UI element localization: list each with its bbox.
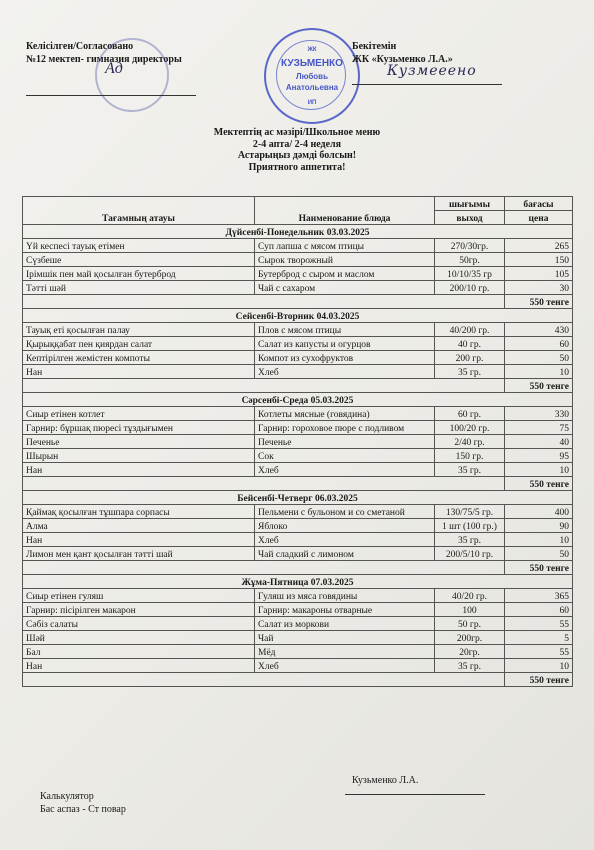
day-total: 550 тенге	[505, 673, 573, 687]
table-row	[23, 519, 573, 533]
dish-name-ru: Яблоко	[255, 519, 435, 533]
footer-left	[40, 790, 126, 816]
dish-amount: 270/30гр.	[435, 239, 505, 253]
greeting-kz: Астарыңыз дәмді болсын!	[237, 150, 357, 161]
dish-name-kz: Шырын	[23, 449, 255, 463]
dish-name-ru: Салат из капусты и огурцов	[255, 337, 435, 351]
table-row	[23, 631, 573, 645]
table-row	[23, 659, 573, 673]
dish-price: 50	[505, 547, 573, 561]
dish-name-kz: Тауық еті қосылған палау	[23, 323, 255, 337]
header-dish-ru: Наименование блюда	[255, 197, 435, 225]
dish-name-ru: Чай с сахаром	[255, 281, 435, 295]
footer-chef: Бас аспаз - Ст повар	[40, 804, 126, 815]
day-title: Бейсенбі-Четверг 06.03.2025	[23, 491, 573, 505]
dish-amount: 10/10/35 гр	[435, 267, 505, 281]
dish-price: 60	[505, 603, 573, 617]
dish-name-ru: Бутерброд с сыром и маслом	[255, 267, 435, 281]
dish-amount: 150 гр.	[435, 449, 505, 463]
dish-name-ru: Гарнир: гороховое пюре с подливом	[255, 421, 435, 435]
dish-price: 330	[505, 407, 573, 421]
dish-amount: 130/75/5 гр.	[435, 505, 505, 519]
dish-name-kz: Нан	[23, 365, 255, 379]
table-row	[23, 253, 573, 267]
dish-name-ru: Гарнир: макароны отварные	[255, 603, 435, 617]
header-output-kz: шығымы	[435, 197, 505, 211]
dish-amount: 100	[435, 603, 505, 617]
approval-title: Келісілген/Согласовано	[26, 41, 134, 52]
footer-signatory: Кузьменко Л.А.	[352, 775, 419, 786]
dish-amount: 40/200 гр.	[435, 323, 505, 337]
table-row	[23, 407, 573, 421]
dish-name-ru: Котлеты мясные (говядина)	[255, 407, 435, 421]
dish-price: 30	[505, 281, 573, 295]
dish-price: 10	[505, 533, 573, 547]
company-seal: ЖК КУЗЬМЕНКО Любовь Анатольевна ИП	[264, 28, 360, 124]
dish-name-ru: Сок	[255, 449, 435, 463]
dish-price: 365	[505, 589, 573, 603]
day-total-row	[23, 561, 573, 575]
day-header-row	[23, 225, 573, 239]
dish-price: 50	[505, 351, 573, 365]
total-spacer	[23, 379, 505, 393]
day-header-row	[23, 575, 573, 589]
dish-price: 10	[505, 659, 573, 673]
dish-price: 265	[505, 239, 573, 253]
dish-amount: 35 гр.	[435, 533, 505, 547]
table-row	[23, 435, 573, 449]
dish-name-kz: Бал	[23, 645, 255, 659]
dish-name-kz: Сәбіз салаты	[23, 617, 255, 631]
table-row	[23, 337, 573, 351]
dish-price: 55	[505, 617, 573, 631]
dish-name-kz: Нан	[23, 463, 255, 477]
dish-name-kz: Нан	[23, 659, 255, 673]
dish-price: 10	[505, 463, 573, 477]
dish-price: 90	[505, 519, 573, 533]
dish-name-ru: Пельмени с бульоном и со сметаной	[255, 505, 435, 519]
dish-amount: 200/5/10 гр.	[435, 547, 505, 561]
dish-amount: 200/10 гр.	[435, 281, 505, 295]
confirmation-title: Бекітемін	[352, 41, 397, 52]
table-row	[23, 239, 573, 253]
dish-name-ru: Чай	[255, 631, 435, 645]
dish-amount: 2/40 гр.	[435, 435, 505, 449]
dish-name-ru: Печенье	[255, 435, 435, 449]
menu-title-block	[0, 127, 594, 173]
table-row	[23, 589, 573, 603]
day-header-row	[23, 393, 573, 407]
table-header-row	[23, 197, 573, 211]
table-row	[23, 281, 573, 295]
dish-amount: 60 гр.	[435, 407, 505, 421]
dish-amount: 1 шт (100 гр.)	[435, 519, 505, 533]
table-row	[23, 505, 573, 519]
menu-week: 2-4 апта/ 2-4 неделя	[252, 138, 342, 150]
dish-price: 10	[505, 365, 573, 379]
director-signature: Ад	[105, 60, 123, 77]
dish-amount: 35 гр.	[435, 463, 505, 477]
dish-amount: 200гр.	[435, 631, 505, 645]
dish-name-ru: Сырок творожный	[255, 253, 435, 267]
dish-name-kz: Сүзбеше	[23, 253, 255, 267]
menu-table	[22, 196, 573, 687]
day-title: Сәрсенбі-Среда 05.03.2025	[23, 393, 573, 407]
dish-name-ru: Мёд	[255, 645, 435, 659]
dish-name-kz: Гарнир: пісірілген макарон	[23, 603, 255, 617]
dish-price: 95	[505, 449, 573, 463]
table-row	[23, 463, 573, 477]
dish-name-kz: Нан	[23, 533, 255, 547]
dish-amount: 35 гр.	[435, 659, 505, 673]
table-row	[23, 421, 573, 435]
dish-name-kz: Сиыр етінен котлет	[23, 407, 255, 421]
table-row	[23, 323, 573, 337]
footer-signature-line	[345, 794, 485, 795]
dish-name-ru: Гуляш из мяса говядины	[255, 589, 435, 603]
table-row	[23, 603, 573, 617]
header-output-ru: выход	[435, 211, 505, 225]
table-row	[23, 533, 573, 547]
footer-calculator: Калькулятор	[40, 791, 94, 802]
table-row	[23, 267, 573, 281]
dish-name-ru: Хлеб	[255, 365, 435, 379]
dish-price: 150	[505, 253, 573, 267]
day-total-row	[23, 673, 573, 687]
dish-price: 60	[505, 337, 573, 351]
dish-amount: 50 гр.	[435, 617, 505, 631]
day-total: 550 тенге	[505, 561, 573, 575]
day-total: 550 тенге	[505, 295, 573, 309]
header-dish-kz: Тағамның атауы	[23, 197, 255, 225]
dish-amount: 20гр.	[435, 645, 505, 659]
table-row	[23, 365, 573, 379]
confirmation-company: ЖК «Кузьменко Л.А.»	[352, 54, 453, 65]
dish-name-kz: Тәтті шәй	[23, 281, 255, 295]
day-total-row	[23, 477, 573, 491]
total-spacer	[23, 477, 505, 491]
table-row	[23, 547, 573, 561]
dish-price: 430	[505, 323, 573, 337]
dish-price: 75	[505, 421, 573, 435]
dish-price: 400	[505, 505, 573, 519]
dish-name-kz: Шәй	[23, 631, 255, 645]
header-price-ru: цена	[505, 211, 573, 225]
day-total: 550 тенге	[505, 379, 573, 393]
day-header-row	[23, 491, 573, 505]
dish-name-ru: Салат из моркови	[255, 617, 435, 631]
dish-amount: 50гр.	[435, 253, 505, 267]
table-row	[23, 645, 573, 659]
dish-amount: 40/20 гр.	[435, 589, 505, 603]
dish-price: 105	[505, 267, 573, 281]
header-price-kz: бағасы	[505, 197, 573, 211]
dish-amount: 35 гр.	[435, 365, 505, 379]
owner-signature: Кузмееено	[387, 63, 477, 79]
day-total: 550 тенге	[505, 477, 573, 491]
table-row	[23, 449, 573, 463]
menu-title: Мектептің ас мәзірі/Школьное меню	[213, 127, 381, 138]
total-spacer	[23, 673, 505, 687]
dish-name-kz: Гарнир: бұршақ пюресі тұздығымен	[23, 421, 255, 435]
dish-name-kz: Кептірілген жемістен компоты	[23, 351, 255, 365]
dish-name-kz: Ірімшік пен май қосылған бутерброд	[23, 267, 255, 281]
dish-amount: 40 гр.	[435, 337, 505, 351]
approval-signature-line	[26, 95, 196, 96]
confirmation-signature-line	[352, 84, 502, 85]
day-title: Жұма-Пятница 07.03.2025	[23, 575, 573, 589]
dish-name-ru: Суп лапша с мясом птицы	[255, 239, 435, 253]
dish-name-ru: Хлеб	[255, 533, 435, 547]
day-title: Дүйсенбі-Понедельник 03.03.2025	[23, 225, 573, 239]
day-title: Сейсенбі-Вторник 04.03.2025	[23, 309, 573, 323]
approval-role: №12 мектеп- гимназия директоры	[26, 54, 182, 65]
dish-name-ru: Хлеб	[255, 659, 435, 673]
table-row	[23, 617, 573, 631]
dish-amount: 100/20 гр.	[435, 421, 505, 435]
dish-name-kz: Печенье	[23, 435, 255, 449]
table-row	[23, 351, 573, 365]
day-total-row	[23, 295, 573, 309]
dish-name-ru: Компот из сухофруктов	[255, 351, 435, 365]
day-total-row	[23, 379, 573, 393]
dish-price: 55	[505, 645, 573, 659]
total-spacer	[23, 561, 505, 575]
greeting-ru: Приятного аппетита!	[248, 161, 346, 173]
dish-amount: 200 гр.	[435, 351, 505, 365]
dish-name-ru: Чай сладкий с лимоном	[255, 547, 435, 561]
dish-name-kz: Үй кеспесі тауық етімен	[23, 239, 255, 253]
day-header-row	[23, 309, 573, 323]
dish-price: 5	[505, 631, 573, 645]
dish-price: 40	[505, 435, 573, 449]
dish-name-kz: Сиыр етінен гуляш	[23, 589, 255, 603]
dish-name-kz: Қырыққабат пен қиярдан салат	[23, 337, 255, 351]
dish-name-kz: Алма	[23, 519, 255, 533]
total-spacer	[23, 295, 505, 309]
dish-name-ru: Хлеб	[255, 463, 435, 477]
dish-name-kz: Қаймақ қосылған тұшпара сорпасы	[23, 505, 255, 519]
dish-name-ru: Плов с мясом птицы	[255, 323, 435, 337]
dish-name-kz: Лимон мен қант қосылған тәтті шай	[23, 547, 255, 561]
